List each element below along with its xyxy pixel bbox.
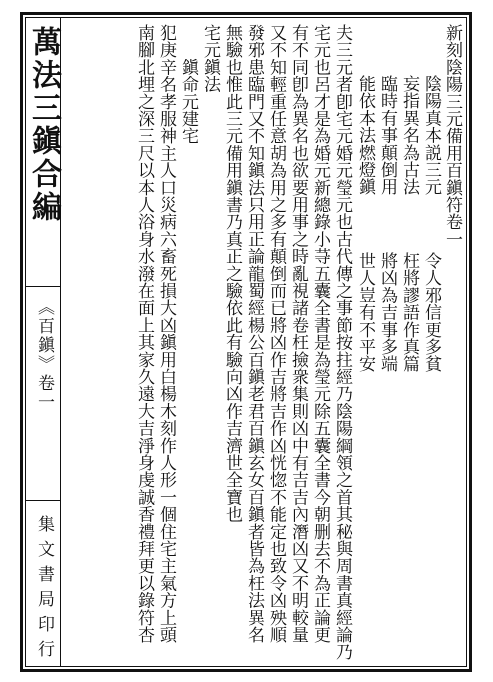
verse-column-4a: 臨時有事顛倒用	[377, 75, 397, 196]
text-column-11: 無驗也惟此三元備用鎭書乃真正之驗依此有驗向凶作吉濟世全寶也	[222, 24, 242, 523]
margin-rule-upper	[25, 286, 60, 287]
verse-column-5b: 世人豈有不平安	[355, 252, 375, 373]
text-column-6: 夫三元者卽宅元婚元瑩元也古代傳之事節按拄經乃陰陽綱領之首其秘與周書真經論乃	[332, 24, 352, 661]
text-column-1: 新刻陰陽三元備用百鎭符卷一	[442, 24, 462, 248]
margin-rule-lower	[25, 500, 60, 501]
text-column-15: 南腳北埋之深三尺以本人浴身水潑在面上其家久遠大吉淨身虔誠香禮拜更以錄符杏	[134, 24, 154, 644]
volume-label: 《百鎭》卷一	[34, 298, 54, 412]
text-column-8: 有不同卽為異名也欲要用事之時亂視諸卷枉撿衆集則凶中有吉吉內潛凶又不明較量	[288, 24, 308, 644]
verse-column-2b: 令人邪信更多貧	[421, 252, 441, 373]
book-title: 萬法三鎭合編	[26, 26, 61, 224]
verse-column-5a: 能依本法燃燈鎭	[355, 75, 375, 196]
subsection-heading: 鎭命元建宅	[178, 24, 198, 145]
text-column-7: 宅元也呂才是為婚元新總錄小䒭五囊全書是為瑩元除五囊全書今朝删去不為正論更	[310, 24, 330, 644]
publisher-label: 集文書局印行	[34, 515, 54, 665]
verse-column-3a: 妄指異名為古法	[399, 75, 419, 196]
verse-column-3b: 枉將謬語作真篇	[399, 252, 419, 373]
verse-column-4b: 將凶為吉事多端	[377, 252, 397, 373]
text-column-9: 又不知輕重任意胡為用之多有顛倒而已將凶作吉將吉作凶恍惚不能定也致令凶殃順	[266, 24, 286, 644]
verse-column-2a: 陰陽真本説三元	[421, 75, 441, 196]
section-heading: 宅元鎭法	[200, 24, 220, 93]
text-column-14: 犯庚辛名孝服神主人口災病六畜死損大凶鎭用白楊木刻作人形一個住宅主氣方上頭	[156, 24, 176, 644]
text-column-10: 發邪患臨門又不知鎭法只用正論龍蜀經楊公百鎭老君百鎭玄女百鎭者皆為枉法異名	[244, 24, 264, 644]
